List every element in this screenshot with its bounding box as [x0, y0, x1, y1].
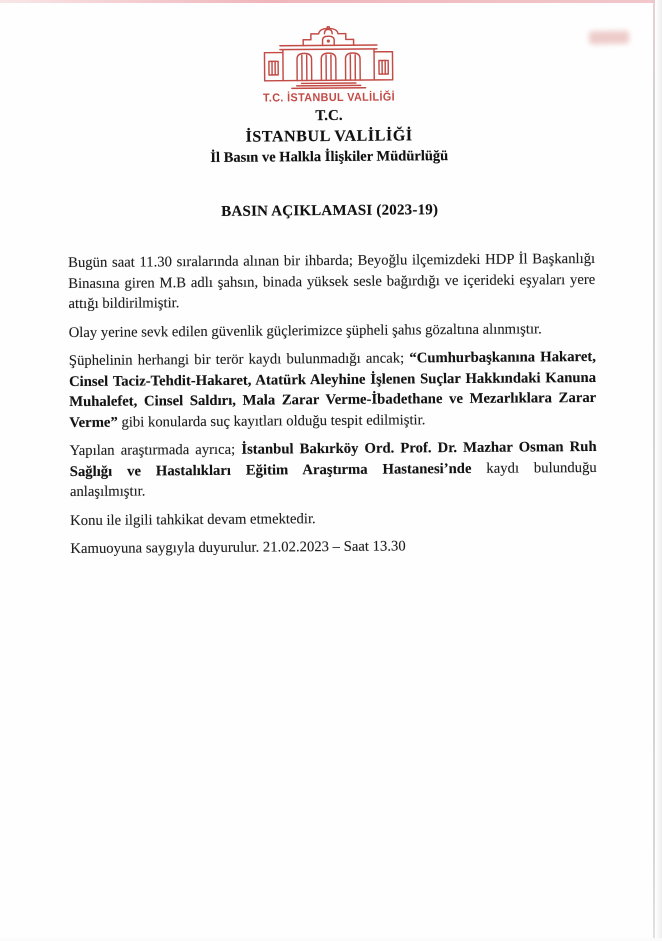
text-run: gibi konularda suç kayıtları olduğu tespit edilmiştir.	[117, 411, 426, 431]
text-run: Şüphelinin herhangi bir terör kaydı bulunmadığı ancak;	[68, 350, 410, 370]
press-release-body	[68, 249, 597, 568]
governorship-logo	[0, 23, 660, 106]
text-run: kaydı bulunduğu anlaşılmıştır.	[69, 459, 597, 501]
press-release-paragraph	[70, 535, 597, 560]
text-run: Bugün saat 11.30 sıralarında alınan bir ihbarda; Beyoğlu ilçemizdeki HDP İl Başkanlığı Binasına giren M.B adlı şahsın, binada yüksek sesle bağırdığı ve içerideki eşyaları yere attığı bildirilmiştir.	[68, 250, 596, 313]
text-run: Konu ile ilgili tahkikat devam etmektedir.	[70, 510, 316, 529]
bold-text-run: İstanbul Bakırköy Ord. Prof. Dr. Mazhar Osman Ruh Sağlığı ve Hastalıkları Eğitim Araştırma Hastanesi’nde	[69, 438, 597, 480]
bold-text-run: “Cumhurbaşkanına Hakaret, Cinsel Taciz-Tehdit-Hakaret, Atatürk Aleyhine İşlenen Suçlar Hakkındaki Kanuna Muhalefet, Cinsel Saldırı, Mala Zarar Verme-İbadethane ve Mezarlıklara Zarar Verme”	[68, 348, 597, 431]
press-release-title: BASIN AÇIKLAMASI (2023-19)	[221, 202, 439, 220]
press-release-paragraph	[70, 506, 597, 531]
header-directorate: İl Basın ve Halkla İlişkiler Müdürlüğü	[210, 148, 449, 166]
text-run: Olay yerine sevk edilen güvenlik güçlerimizce şüpheli şahıs gözaltına alınmıştır.	[68, 320, 542, 341]
text-run: Yapılan araştırmada ayrıca;	[69, 441, 242, 460]
logo-caption: T.C. İSTANBUL VALİLİĞİ	[262, 91, 395, 105]
press-release-paragraph	[69, 347, 597, 433]
government-building-icon	[255, 25, 401, 90]
header-governorship: İSTANBUL VALİLİĞİ	[245, 127, 413, 146]
letterhead	[0, 104, 660, 169]
header-tc: T.C.	[315, 107, 343, 125]
press-release-paragraph	[69, 318, 596, 343]
press-release-paragraph	[70, 437, 597, 503]
text-run: Kamuoyuna saygıyla duyurulur. 21.02.2023 – Saat 13.30	[70, 538, 406, 558]
press-release-paragraph	[68, 249, 595, 315]
